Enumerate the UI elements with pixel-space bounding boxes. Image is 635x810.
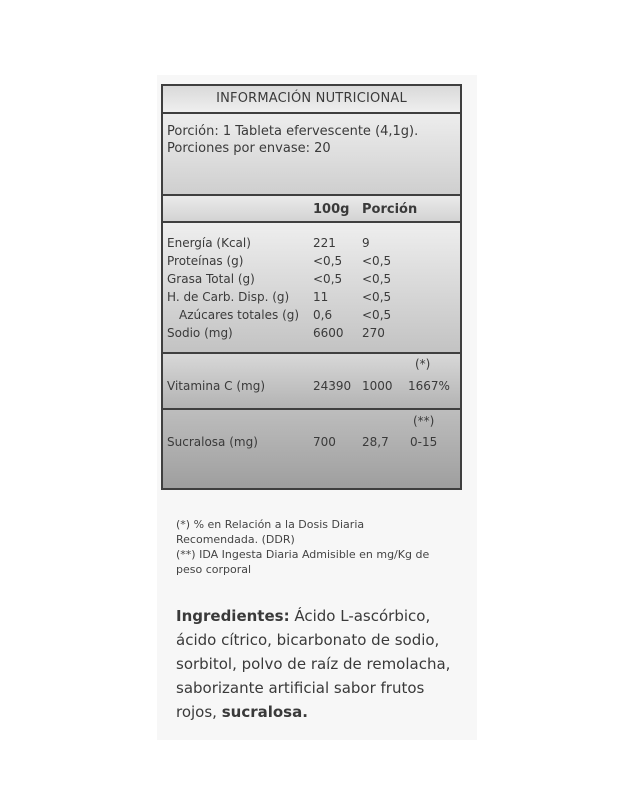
ida-marker: (**) <box>413 414 435 428</box>
nutrient-name: Azúcares totales (g) <box>179 308 300 322</box>
ingredients-label: Ingredientes: <box>176 607 290 625</box>
footnote-line: peso corporal <box>176 563 252 576</box>
nutrient-row <box>163 324 460 342</box>
footnote-line: (**) IDA Ingesta Diaria Admisible en mg/Kg de <box>176 548 430 561</box>
sucralose-section <box>163 408 460 488</box>
vitamin-c-per100: 24390 <box>313 379 352 393</box>
footnote-line: Recomendada. (DDR) <box>176 533 295 546</box>
nutrient-name: Sodio (mg) <box>167 326 233 340</box>
ingredients-text: Ácido L-ascórbico, <box>289 607 431 625</box>
nutrients-section <box>163 221 460 352</box>
servings-per-container: Porciones por envase: 20 <box>167 141 331 156</box>
header-portion: Porción <box>362 202 418 217</box>
vitamin-c-portion: 1000 <box>362 379 393 393</box>
header-100g: 100g <box>313 202 350 217</box>
sucralose-ida: 0-15 <box>410 435 438 449</box>
ingredients-line: sorbitol, polvo de raíz de remolacha, <box>176 655 451 673</box>
nutrition-table <box>161 84 462 490</box>
footnote-line: (*) % en Relación a la Dosis Diaria <box>176 518 365 531</box>
portion-info <box>163 112 460 194</box>
ingredients-line: ácido cítrico, bicarbonato de sodio, <box>176 631 440 649</box>
ingredients-line <box>176 700 476 724</box>
sucralose-portion: 28,7 <box>362 435 389 449</box>
ingredients-line <box>176 604 476 628</box>
nutrient-row <box>163 270 460 288</box>
nutrient-name: Energía (Kcal) <box>167 236 251 250</box>
nutrient-name: Grasa Total (g) <box>167 272 255 286</box>
nutrient-row <box>163 288 460 306</box>
ingredients-line: saborizante artificial sabor frutos <box>176 679 425 697</box>
column-header <box>163 194 460 221</box>
portion-size: Porción: 1 Tableta efervescente (4,1g). <box>167 124 419 139</box>
nutrient-per100: <0,5 <box>313 254 343 268</box>
nutrient-portion: 9 <box>362 236 370 250</box>
nutrient-row <box>163 306 460 324</box>
nutrient-per100: 6600 <box>313 326 344 340</box>
ddr-marker: (*) <box>415 357 431 371</box>
nutrient-row <box>163 234 460 252</box>
nutrient-portion: <0,5 <box>362 290 392 304</box>
nutrient-name: H. de Carb. Disp. (g) <box>167 290 290 304</box>
nutrient-per100: 11 <box>313 290 329 304</box>
nutrient-portion: 270 <box>362 326 385 340</box>
vitamin-c-name: Vitamina C (mg) <box>167 379 265 393</box>
sucralose-name: Sucralosa (mg) <box>167 435 258 449</box>
nutrient-portion: <0,5 <box>362 308 392 322</box>
nutrient-per100: 221 <box>313 236 336 250</box>
nutrient-per100: <0,5 <box>313 272 343 286</box>
ingredients-bold: sucralosa. <box>221 703 308 721</box>
ingredients <box>176 604 476 724</box>
nutrient-portion: <0,5 <box>362 254 392 268</box>
table-title: INFORMACIÓN NUTRICIONAL <box>163 86 460 112</box>
nutrient-row <box>163 252 460 270</box>
vitamin-c-section <box>163 352 460 408</box>
nutrient-portion: <0,5 <box>362 272 392 286</box>
nutrient-per100: 0,6 <box>313 308 333 322</box>
vitamin-c-ddr: 1667% <box>408 379 450 393</box>
nutrient-name: Proteínas (g) <box>167 254 244 268</box>
ingredients-text: rojos, <box>176 703 222 721</box>
footnotes <box>176 517 476 577</box>
sucralose-per100: 700 <box>313 435 336 449</box>
